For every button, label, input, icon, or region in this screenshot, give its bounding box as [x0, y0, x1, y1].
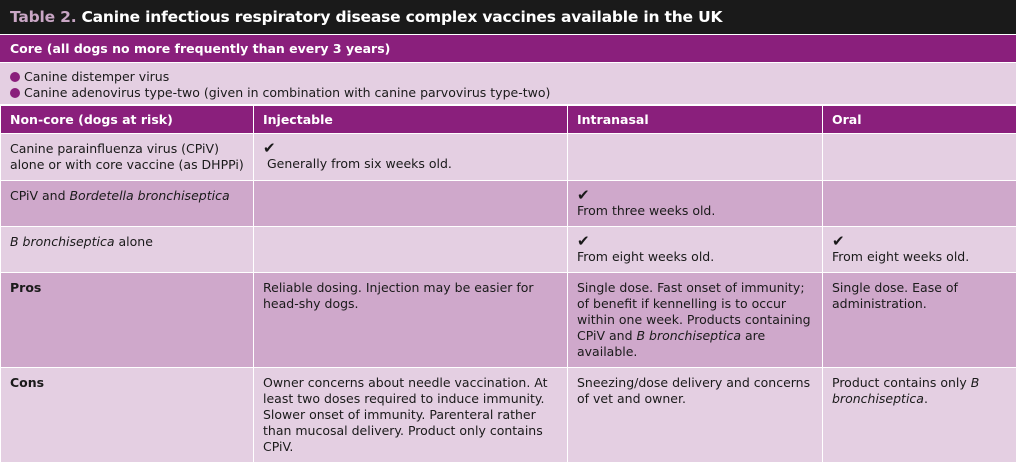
cell-text-tail: are available. [577, 328, 765, 359]
table-header-row [1, 106, 1016, 134]
table-title [0, 0, 1016, 35]
row-label-species: Bordetella bronchiseptica [69, 188, 229, 203]
vaccine-table [0, 105, 1016, 463]
table-row [1, 134, 1016, 181]
row-label-text: alone [115, 234, 153, 249]
core-list [0, 63, 1016, 105]
table-row [1, 227, 1016, 273]
row-label [1, 227, 254, 273]
table-cell [254, 134, 568, 181]
table-cell [823, 134, 1016, 181]
column-header: Oral [823, 106, 1016, 134]
cell-text: From three weeks old. [577, 203, 715, 218]
core-item-text: Canine distemper virus [24, 69, 169, 85]
table-cell [254, 227, 568, 273]
check-icon: ✔ [832, 234, 1007, 249]
bullet-dot-icon [10, 72, 20, 82]
cell-species: B bronchiseptica [832, 375, 979, 406]
column-header: Non-core (dogs at risk) [1, 106, 254, 134]
table-cell [823, 368, 1016, 463]
table-row [1, 368, 1016, 463]
table-cell [823, 227, 1016, 273]
cell-species: B bronchiseptica [636, 328, 741, 343]
table-cell [254, 181, 568, 227]
list-item [10, 85, 1016, 101]
table-row [1, 181, 1016, 227]
table-number: Table 2. [10, 8, 76, 26]
cell-text: From eight weeks old. [832, 249, 969, 264]
table-cell: Single dose. Ease of administration. [823, 273, 1016, 368]
column-header: Intranasal [568, 106, 823, 134]
cell-text: From eight weeks old. [577, 249, 714, 264]
check-icon: ✔ [577, 234, 813, 249]
core-item-text: Canine adenovirus type-two (given in combination with canine parvovirus type-two) [24, 85, 550, 101]
column-header: Injectable [254, 106, 568, 134]
table-cell [568, 273, 823, 368]
row-label: Canine parainfluenza virus (CPiV) alone or with core vaccine (as DHPPi) [1, 134, 254, 181]
check-icon: ✔ [263, 141, 558, 156]
row-label-text: CPiV and [10, 188, 69, 203]
row-label: Pros [1, 273, 254, 368]
table-cell: Owner concerns about needle vaccination. At least two doses required to induce immunity. Slower onset of immunity. Parenteral rather than mucosal delivery. Product only contains CPiV. [254, 368, 568, 463]
core-heading: Core (all dogs no more frequently than every 3 years) [0, 35, 1016, 63]
cell-text: Single dose. Fast onset of immunity; of benefit if kennelling is to occur within one week. Products containing CPiV and [577, 280, 811, 343]
table-cell [568, 227, 823, 273]
table-cell: Reliable dosing. Injection may be easier for head-shy dogs. [254, 273, 568, 368]
cell-text-tail: . [924, 391, 928, 406]
table-title-text: Canine infectious respiratory disease complex vaccines available in the UK [81, 8, 722, 26]
row-label-species: B bronchiseptica [10, 234, 115, 249]
check-icon: ✔ [577, 188, 813, 203]
table-cell [823, 181, 1016, 227]
cell-text: Generally from six weeks old. [263, 156, 452, 171]
row-label: Cons [1, 368, 254, 463]
bullet-dot-icon [10, 88, 20, 98]
table-row [1, 273, 1016, 368]
table-cell: Sneezing/dose delivery and concerns of vet and owner. [568, 368, 823, 463]
table-cell [568, 134, 823, 181]
list-item [10, 69, 1016, 85]
table-cell [568, 181, 823, 227]
cell-text: Product contains only [832, 375, 971, 390]
row-label [1, 181, 254, 227]
